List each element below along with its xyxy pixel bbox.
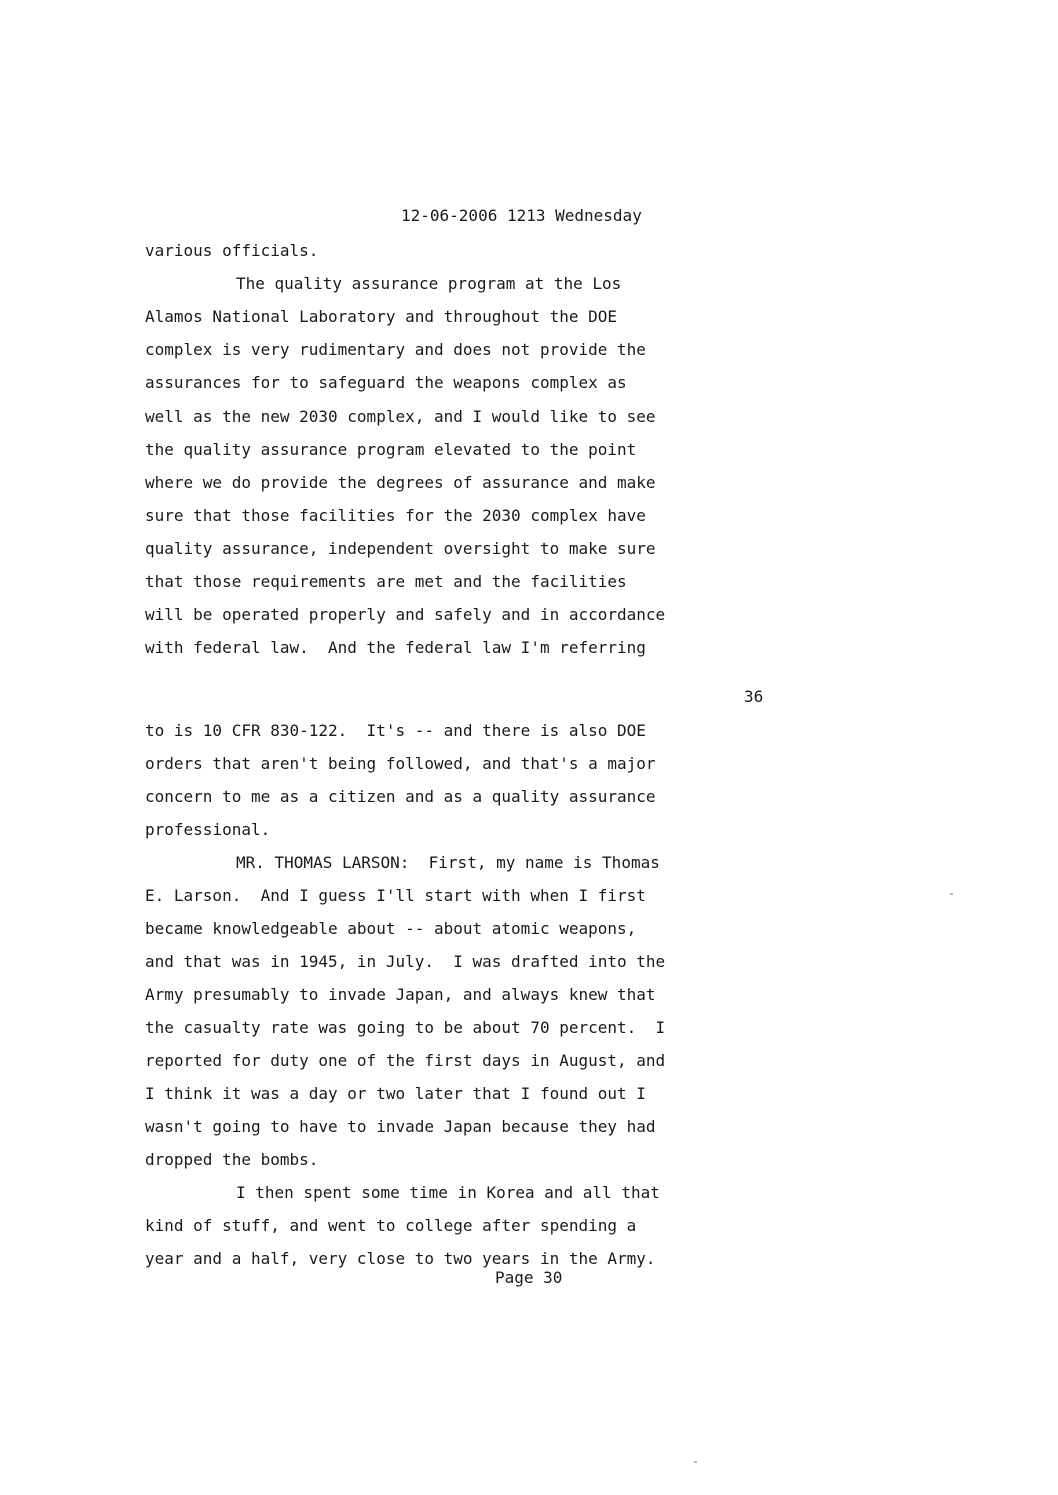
- transcript-line: [0, 1148, 760, 1172]
- line-text: I think it was a day or two later that I found out I: [145, 1084, 646, 1103]
- transcript-line: [0, 1247, 760, 1271]
- line-text: Army presumably to invade Japan, and always knew that: [145, 985, 656, 1004]
- line-text: MR. THOMAS LARSON: First, my name is Thomas: [236, 853, 660, 872]
- transcript-line: [0, 471, 760, 495]
- transcript-line: [0, 570, 760, 594]
- transcript-line: [0, 338, 760, 362]
- transcript-line: [0, 719, 760, 743]
- line-text: E. Larson. And I guess I'll start with when I first: [145, 886, 646, 905]
- line-text: that those requirements are met and the facilities: [145, 572, 627, 591]
- transcript-line: [0, 785, 760, 809]
- line-text: well as the new 2030 complex, and I would like to see: [145, 406, 656, 426]
- line-text: kind of stuff, and went to college after spending a: [145, 1216, 637, 1235]
- scan-speck: [950, 893, 953, 895]
- transcript-page-number: 36: [744, 687, 764, 706]
- transcript-line: [0, 1049, 760, 1073]
- transcript-line: [0, 1214, 760, 1238]
- line-text: year and a half, very close to two years in the Army.: [145, 1249, 656, 1268]
- line-text: assurances for to safeguard the weapons complex as: [145, 373, 627, 393]
- line-text: the quality assurance program elevated to the point: [145, 439, 637, 459]
- line-text: The quality assurance program at the Los: [236, 274, 622, 294]
- transcript-line: [0, 603, 760, 627]
- line-text: professional.: [145, 820, 271, 839]
- transcript-line: [0, 438, 760, 462]
- transcript-line: [0, 884, 760, 908]
- transcript-line: [0, 1115, 760, 1139]
- line-text: quality assurance, independent oversight to make sure: [145, 538, 656, 558]
- date-header: 12-06-2006 1213 Wednesday: [401, 206, 642, 225]
- line-text: will be operated properly and safely and in accordance: [145, 605, 666, 625]
- line-text: orders that aren't being followed, and that's a major: [145, 754, 656, 773]
- line-text: and that was in 1945, in July. I was drafted into the: [145, 952, 666, 971]
- line-text: to is 10 CFR 830-122. It's -- and there is also DOE: [145, 721, 646, 740]
- page-footer: Page 30: [495, 1268, 563, 1287]
- scan-speck: [694, 1461, 697, 1463]
- transcript-line: [0, 818, 760, 842]
- line-text: the casualty rate was going to be about 70 percent. I: [145, 1018, 666, 1037]
- line-text: with federal law. And the federal law I'm referring: [145, 638, 646, 658]
- transcript-line: [0, 504, 760, 528]
- transcript-line: [0, 1181, 760, 1205]
- line-text: concern to me as a citizen and as a quality assurance: [145, 787, 656, 806]
- line-text: sure that those facilities for the 2030 complex have: [145, 505, 646, 525]
- transcript-line: [0, 272, 760, 296]
- transcript-line: [0, 405, 760, 429]
- transcript-line: [0, 1082, 760, 1106]
- line-text: various officials.: [145, 241, 319, 260]
- transcript-line: [0, 1016, 760, 1040]
- line-text: reported for duty one of the first days in August, and: [145, 1051, 666, 1070]
- line-text: dropped the bombs.: [145, 1150, 319, 1169]
- transcript-line: [0, 239, 760, 263]
- line-text: Alamos National Laboratory and throughout the DOE: [145, 307, 618, 327]
- transcript-line: [0, 851, 760, 875]
- transcript-line: [0, 752, 760, 776]
- transcript-line: [0, 983, 760, 1007]
- transcript-line: [0, 305, 760, 329]
- line-text: became knowledgeable about -- about atomic weapons,: [145, 919, 637, 938]
- transcript-line: [0, 371, 760, 395]
- line-text: I then spent some time in Korea and all that: [236, 1183, 660, 1202]
- line-text: wasn't going to have to invade Japan because they had: [145, 1117, 656, 1136]
- line-text: complex is very rudimentary and does not provide the: [145, 340, 646, 360]
- line-text: where we do provide the degrees of assurance and make: [145, 472, 656, 492]
- transcript-line: [0, 917, 760, 941]
- transcript-line: [0, 636, 760, 660]
- transcript-line: [0, 950, 760, 974]
- transcript-line: [0, 537, 760, 561]
